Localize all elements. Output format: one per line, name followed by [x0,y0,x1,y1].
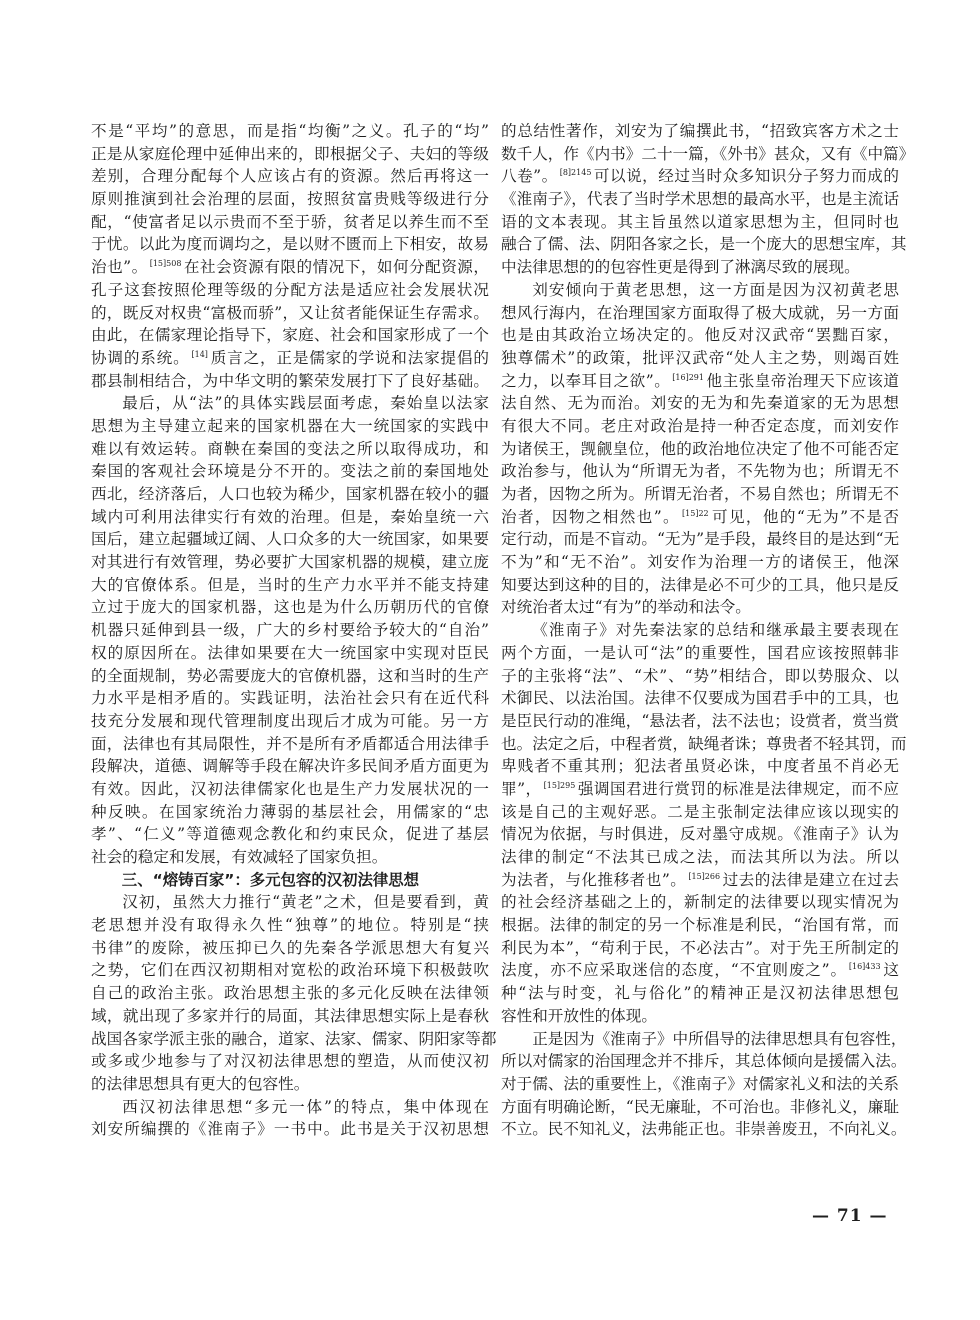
text-line [91,687,489,710]
line-text: 在社会资源有限的情况下，如何分配资源， [183,258,489,277]
line-text: 的法律思想具有更大的包容性。 [91,1074,310,1093]
text-line [91,733,489,756]
text-line [501,574,899,597]
text-line [91,778,489,801]
text-line [501,869,899,892]
text-line [501,415,899,438]
line-text: 之力，以奉耳目之欲”。 [501,371,671,390]
line-text: 不立。民不知礼义，法弗能正也。非崇善废丑，不向礼义。 [501,1120,907,1139]
text-line [91,574,489,597]
line-text: 为诸侯王，觊觎皇位，他的政治地位决定了他不可能否定 [501,439,899,458]
text-line [501,392,899,415]
line-text: 有效。因此，汉初法律儒家化也是生产力发展状况的一 [91,779,489,798]
text-line [501,801,899,824]
line-text: 刘安所编撰的《淮南子》一书中。此书是关于汉初思想 [91,1120,489,1139]
line-text: 技充分发展和现代管理制度出现后才成为可能。另一方 [91,711,489,730]
line-text: 难以有效运转。商鞅在秦国的变法之所以取得成功，和 [91,439,489,458]
line-text: 想风行海内，在治理国家方面取得了极大成就，另一方面 [501,303,899,322]
text-line [91,710,489,733]
text-line [91,528,489,551]
line-text: 汉初，虽然大力推行“黄老”之术，但是要看到，黄 [122,893,489,912]
text-line [501,778,899,801]
text-line [501,1028,907,1051]
citation-superscript: [16]291 [672,372,704,382]
line-text: 自己的政治主张。政治思想主张的多元化反映在法律领 [91,984,489,1003]
text-line [91,801,489,824]
text-line [91,392,489,415]
citation-superscript: [14] [191,349,208,359]
text-line [501,438,899,461]
text-line [501,460,899,483]
text-line [501,324,899,347]
text-line [501,1050,907,1073]
text-line [91,460,489,483]
text-line [91,665,489,688]
text-line [91,483,489,506]
line-text: 治者，因物之相然也”。 [501,507,681,526]
text-line [91,823,489,846]
line-text: 的全面规制，势必需要庞大的官僚机器，这和当时的生产 [91,666,489,685]
text-line [501,143,915,166]
text-line [501,483,899,506]
text-line [91,188,489,211]
text-line [91,347,489,370]
line-text: 秦国的客观社会环境是分不开的。变法之前的秦国地处 [91,462,489,481]
text-line [91,143,489,166]
text-line [501,302,899,325]
text-line [501,551,899,574]
text-line [501,347,899,370]
line-text: 容性和开放性的体现。 [501,1006,657,1025]
line-text: 根据。法律的制定的另一个标准是利民，“治国有常，而 [501,916,899,935]
line-text: 域内可利用法律实行有效的治理。但是，秦始皇统一六 [91,507,489,526]
line-text: 国后，建立起疆域辽阔、人口众多的大一统国家，如果要 [91,530,489,549]
text-line [91,891,489,914]
line-text: 《淮南子》，代表了当时学术思想的最高水平，也是主流话 [501,190,899,209]
page-number: — 71 — [812,1206,888,1226]
text-line [91,324,489,347]
text-line [501,733,907,756]
line-text: 法自然、无为而治。刘安的无为和先秦道家的无为思想 [501,394,899,413]
text-line [91,619,489,642]
line-text: 书律”的废除，被压抑已久的先秦各学派思想大有复兴 [91,938,489,957]
line-text: 两个方面，一是认可“法”的重要性，国君应该按照韩非 [501,643,899,662]
text-line [501,165,899,188]
line-text: 也是由其政治立场决定的。他反对汉武帝“罢黜百家， [501,326,899,345]
text-line [501,846,899,869]
text-line [91,1050,489,1073]
text-line [91,642,489,665]
line-text: 融合了儒、法、阴阳各家之长，是一个庞大的思想宝库，其 [501,235,907,254]
text-line [501,914,899,937]
line-text: 也。法定之后，中程者赏，缺绳者诛；尊贵者不轻其罚，而 [501,734,907,753]
text-line [91,506,489,529]
citation-superscript: [15]22 [682,508,709,518]
citation-superscript: [15]295 [543,780,576,790]
text-line [501,619,899,642]
line-text: 孔子这套按照伦理等级的分配方法是适应社会发展状况 [91,280,489,299]
text-line [501,211,899,234]
text-line [501,528,899,551]
line-text: 定行动，而是不盲动。“无为”是手段，最终目的是达到“无 [501,530,900,549]
line-text: 不为”和“无不治”。刘安作为治理一方的诸侯王，他深 [501,553,899,572]
citation-superscript: [15]508 [149,259,182,269]
line-text: 西汉初法律思想“多元一体”的特点，集中体现在 [122,1097,489,1116]
text-line [91,1073,489,1096]
text-line [91,370,489,393]
text-line [91,551,489,574]
line-text: 的总结性著作，刘安为了编撰此书，“招致宾客方术之士 [501,122,899,140]
line-text: 卑贱者不重其刑；犯法者虽贤必诛，中度者虽不肖必无 [501,757,899,776]
text-line [501,1118,907,1141]
line-text: 《淮南子》对先秦法家的总结和继承最主要表现在 [532,621,899,640]
line-text: 三、“熔铸百家”：多元包容的汉初法律思想 [121,870,420,889]
line-text: 强调国君进行赏罚的标准是法律规定，而不应 [577,779,899,798]
text-line [501,1073,899,1096]
text-line [501,982,899,1005]
text-line [91,755,489,778]
line-text: 老思想并没有取得永久性“独尊”的地位。特别是“挟 [91,916,489,935]
text-line [501,823,899,846]
text-line [91,438,489,461]
line-text: 数千人，作《内书》二十一篇，《外书》甚众，又有《中篇》 [501,144,915,163]
text-line [91,211,489,234]
text-line [501,937,899,960]
line-text: 可以说，经过当时众多知识分子努力而成的 [593,167,899,186]
line-text: 为者，因物之所为。所谓无治者，不易自然也；所谓无不 [501,485,899,503]
text-line [91,937,489,960]
line-text: 过去的法律是建立在过去 [722,870,899,889]
line-text: 孝”、“仁义”等道德观念教化和约束民众，促进了基层 [91,825,489,844]
text-line [501,233,907,256]
line-text: 由此，在儒家理论指导下，家庭、社会和国家形成了一个 [91,326,489,345]
text-line [501,665,899,688]
text-line [91,302,489,325]
line-text: 原则推演到社会治理的层面，按照贫富贵贱等级进行分 [91,190,489,209]
line-text: 利民为本”，“苟利于民，不必法古”。对于先王所制定的 [501,938,899,957]
line-text: 法律的制定“不法其已成之法，而法其所以为法。所以 [501,848,899,866]
line-text: 面，法律也有其局限性，并不是所有矛盾都适合用法律手 [91,734,489,753]
line-text: 战国各家学派主张的融合，道家、法家、儒家、阴阳家等都 [91,1029,497,1048]
right-text-column [501,120,915,1141]
line-text: 刘安倾向于黄老思想，这一方面是因为汉初黄老思 [532,280,899,299]
line-text: 最后，从“法”的具体实践层面考虑，秦始皇以法家 [122,394,489,413]
line-text: 为法者，与化推移者也”。 [501,870,687,889]
line-text: 段解决，道德、调解等手段在解决许多民间矛盾方面更为 [91,757,489,776]
line-text: 他主张皇帝治理天下应该道 [706,371,899,390]
text-line [91,415,489,438]
text-line [501,891,899,914]
line-text: 可见，他的“无为”不是否 [710,507,899,526]
line-text: 正是从家庭伦理中延伸出来的，即根据父子、夫妇的等级 [91,144,489,163]
left-text-column [91,120,497,1141]
line-text: 西北，经济落后，人口也较为稀少，国家机器在较小的疆 [91,485,489,503]
line-text: 法度，亦不应采取迷信的态度，“不宜则废之”。 [501,961,847,980]
line-text: 八卷”。 [501,167,558,186]
line-text: 子的主张将“法”、“术”、“势”相结合，即以势服众、以 [501,666,899,685]
line-text: 种反映。在国家统治力薄弱的基层社会，用儒家的“忠 [91,802,489,821]
line-text: 正是因为《淮南子》中所倡导的法律思想具有包容性， [532,1029,907,1048]
text-line [501,279,899,302]
text-line [91,279,489,302]
line-text: 力水平是相矛盾的。实践证明，法治社会只有在近代科 [91,689,489,708]
line-text: 罪”， [501,779,542,798]
line-text: 有很大不同。老庄对政治是持一种否定态度，而刘安作 [501,416,899,435]
line-text: 之势，它们在西汉初期相对宽松的政治环境下积极鼓吹 [91,961,489,980]
text-line [501,506,899,529]
line-text: 郡县制相结合，为中华文明的繁荣发展打下了良好基础。 [91,371,489,390]
line-text: 社会的稳定和发展，有效减轻了国家负担。 [91,848,388,866]
line-text: 立过于庞大的国家机器，这也是为什么历朝历代的官僚 [91,598,489,617]
line-text: 知要达到这种的目的，法律是必不可少的工具，他只是反 [501,575,899,594]
text-line [91,982,489,1005]
citation-superscript: [16]433 [848,962,881,972]
line-text: 方面有明确论断，“民无廉耻，不可治也。非修礼义，廉耻 [501,1097,899,1116]
line-text: 的，既反对权贵“富极而骄”，又让贫者能保证生存需求。 [91,303,489,322]
line-text: 对于儒、法的重要性上，《淮南子》对儒家礼义和法的关系 [501,1074,899,1093]
line-text: 协调的系统。 [91,348,190,367]
text-line [91,165,489,188]
text-line [501,370,899,393]
text-line [91,256,489,279]
line-text: 于忧。以此为度而调均之，是以财不匮而上下相安，故易 [91,235,489,254]
line-text: 中法律思想的的包容性更是得到了淋漓尽致的展现。 [501,258,860,277]
line-text: 对统治者太过“有为”的举动和法令。 [501,598,751,617]
line-text: 治也”。 [91,258,148,277]
line-text: 该是自己的主观好恶。二是主张制定法律应该以现实的 [501,802,899,821]
line-text: 术御民、以法治国。法律不仅要成为国君手中的工具，也 [501,689,899,708]
line-text: 不是“平均”的意思，而是指“均衡”之义。孔子的“均” [91,122,489,140]
line-text: 域，就出现了多家并行的局面，其法律思想实际上是春秋 [91,1006,489,1025]
line-text: 质言之，正是儒家的学说和法家提倡的 [209,348,489,367]
line-text: 思想为主导建立起来的国家机器在大一统国家的实践中 [91,416,489,435]
text-line [91,1096,489,1119]
citation-superscript: [8]2145 [559,168,592,178]
text-line [501,1096,899,1119]
line-text: 是臣民行动的准绳，“悬法者，法不法也；设赏者，赏当赏 [501,711,899,730]
text-line [91,846,489,869]
citation-superscript: [15]266 [688,871,721,881]
text-line [91,1005,489,1028]
text-line [501,642,899,665]
text-line [91,120,489,143]
text-line [501,755,899,778]
line-text: 权的原因所在。法律如果要在大一统国家中实现对臣民 [91,643,489,662]
text-line [91,959,489,982]
text-line [91,1028,497,1051]
line-text: 机器只延伸到县一级，广大的乡村要给予较大的“自治” [91,621,489,640]
line-text: 或多或少地参与了对汉初法律思想的塑造，从而使汉初 [91,1052,489,1071]
line-text: 配，“使富者足以示贵而不至于骄，贫者足以养生而不至 [91,212,489,231]
text-line [501,959,899,982]
text-line [91,233,489,256]
text-line [501,120,899,143]
text-line [501,596,899,619]
text-line [501,188,899,211]
line-text: 所以对儒家的治国理念并不排斥，其总体倾向是援儒入法。 [501,1052,907,1071]
text-line [91,914,489,937]
text-line [501,687,899,710]
line-text: 差别，合理分配每个人应该占有的资源。然后再将这一 [91,167,489,186]
line-text: 大的官僚体系。但是，当时的生产力水平并不能支持建 [91,575,489,594]
text-line [91,596,489,619]
line-text: 对其进行有效管理，势必要扩大国家机器的规模，建立庞 [91,553,489,572]
line-text: 独尊儒术”的政策，批评汉武帝“处人主之势，则竭百姓 [501,348,899,367]
text-line [91,1118,489,1141]
line-text: 的社会经济基础之上的，新制定的法律要以现实情况为 [501,893,899,912]
section-heading [91,869,489,892]
line-text: 这 [882,961,899,980]
line-text: 种“法与时变，礼与俗化”的精神正是汉初法律思想包 [501,984,899,1003]
line-text: 政治参与，他认为“所谓无为者，不先物为也；所谓无不 [501,462,899,481]
text-line [501,1005,899,1028]
line-text: 情况为依据，与时俱进，反对墨守成规。《淮南子》认为 [501,825,899,844]
text-line [501,256,899,279]
line-text: 语的文本表现。其主旨虽然以道家思想为主，但同时也 [501,212,899,231]
text-line [501,710,899,733]
